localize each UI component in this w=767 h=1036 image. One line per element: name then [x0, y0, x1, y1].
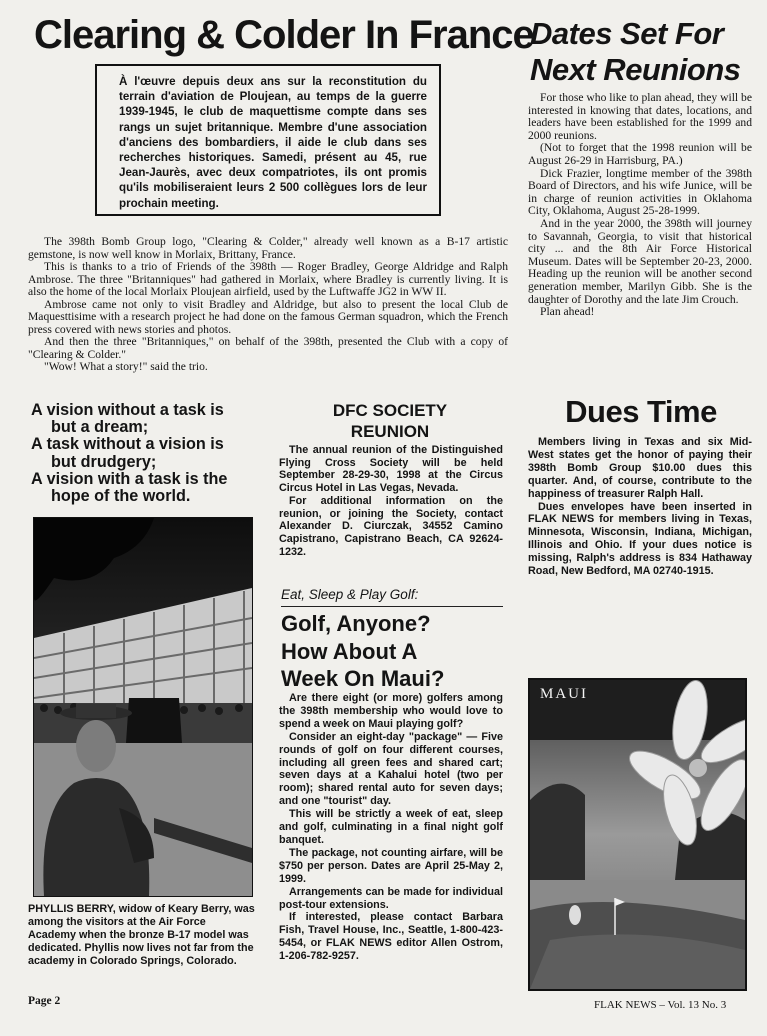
reunions-paragraph: For those who like to plan ahead, they will be interested in knowing that dates, locations, and leaders have been established for the 1999 and 2000 reunions. [528, 91, 752, 142]
golf-paragraph: Are there eight (or more) golfers among the 398th membership who would love to spend a week on Maui playing golf? [279, 692, 503, 730]
quote-line: hope of the world. [51, 487, 191, 506]
dues-headline: Dues Time [565, 394, 717, 429]
quote-line: but a dream; [51, 418, 149, 437]
golf-headline-line: How About A [281, 638, 418, 664]
golf-headline [281, 610, 503, 693]
photo-illustration [34, 518, 252, 896]
golf-paragraph: This will be strictly a week of eat, sleep and golf, culminating in a final night golf banquet. [279, 808, 503, 846]
dues-article [528, 436, 752, 578]
dfc-headline-line: DFC SOCIETY [332, 401, 448, 420]
golf-paragraph: If interested, please contact Barbara Fish, Travel House, Inc., Seattle, 1-800-423-5454, or FLAK NEWS editor Allen Ostrom, 1-206-782-9257. [279, 911, 503, 963]
main-story [28, 236, 508, 374]
golf-paragraph: The package, not counting airfare, will be $750 per person. Dates are April 25-May 2, 1999. [279, 846, 503, 885]
story-paragraph: Ambrose came not only to visit Bradley and Aldridge, but also to present the local Club de Maquesttisime with a research project he had done on the famous German squadron, which the French press covered with news stories and photos. [28, 297, 508, 336]
quote-line: A vision without a task is [31, 401, 224, 419]
dfc-headline [300, 400, 480, 442]
reunions-paragraph: Dick Frazier, longtime member of the 398th Board of Directors, and his wife Junice, will be in charge of reunion activities in Oklahoma City, Oklahoma, August 25-28-1999. [528, 166, 752, 218]
maui-illustration [530, 680, 745, 989]
page-number: Page 2 [28, 995, 61, 1007]
reunions-headline-line: Next Reunions [530, 52, 741, 87]
dues-paragraph: Members living in Texas and six Mid-West states get the honor of paying their 398th Bomb Group $10.00 dues this quarter. And, of course, contribute to the happiness of treasurer Ralph Hall. [528, 436, 752, 500]
phyllis-berry-photo [33, 517, 253, 897]
french-article-box: À l'œuvre depuis deux ans sur la reconstitution du terrain d'aviation de Ploujean, au temps de la guerre 1939-1945, le club de maquettisme compte dans ses rangs un sujet britannique. Membre d'une association d'anciens des bombardiers, il aide le club dans ses recherches historiques. Samedi, présent au 45, rue Jean-Jaurès, avec deux compatriotes, ils ont promis qu'ils mobiliseraient leurs 2 500 collègues lors de leur prochain meeting. [95, 64, 441, 216]
quote-line: but drudgery; [51, 452, 157, 471]
dfc-article [279, 444, 503, 558]
golf-headline-line: Week On Maui? [281, 666, 445, 691]
reunions-paragraph: And in the year 2000, the 398th will journey to Savannah, Georgia, to visit that historical city ... and the 8th Air Force Historical Museum. Dates will be September 20-23, 2000. Heading up the reunion will be another second generation member, Marilyn Gibb. She is the daughter of Dorothy and the late Jim Crouch. [528, 216, 752, 306]
dfc-paragraph: The annual reunion of the Distinguished Flying Cross Society will be held September 28-29-30, 1998 at the Circus Circus Hotel in Las Vegas, Nevada. [279, 444, 503, 495]
reunions-paragraph: Plan ahead! [540, 305, 595, 319]
quote-line: A task without a vision is [31, 435, 224, 454]
dues-paragraph: Dues envelopes have been inserted in FLAK NEWS for members living in Texas, Minnesota, Wisconsin, Indiana, Michigan, Illinois and Ohio. If your dues notice is missing, Ralph's address is 834 Hathaway Road, New Bedford, MA 02740-1915. [528, 500, 752, 578]
story-paragraph: This is thanks to a trio of Friends of the 398th — Roger Bradley, George Aldridge and Ralph Ambrose. The three "Britanniques" had gathered in Morlaix, where Bradley is currently living. It is also the home of the local Morlaix Ploujean airfield, used by the Luftwaffe JG2 in WW II. [28, 260, 508, 298]
maui-ad-label: MAUI [540, 686, 588, 702]
reunions-article [528, 92, 752, 319]
golf-kicker: Eat, Sleep & Play Golf: [281, 586, 503, 607]
reunions-paragraph: (Not to forget that the 1998 reunion will be August 26-29 in Harrisburg, PA.) [528, 141, 752, 167]
golf-paragraph: Arrangements can be made for individual post-tour extensions. [279, 885, 503, 911]
golf-article [279, 692, 503, 963]
quote-line: A vision with a task is the [31, 469, 228, 488]
issue-label: FLAK NEWS – Vol. 13 No. 3 [594, 999, 727, 1011]
dfc-paragraph: For additional information on the reunion, or joining the Society, contact Alexander D. Ciurczak, 34552 Camino Capistrano, Capistrano Beach, CA 92624-1232. [279, 494, 503, 558]
story-paragraph: And then the three "Britanniques," on behalf of the 398th, presented the Club with a copy of "Clearing & Colder." [28, 335, 508, 361]
story-paragraph: The 398th Bomb Group logo, "Clearing & Colder," already well known as a B-17 artistic gemstone, is now well know in Morlaix, Brittany, France. [28, 235, 508, 261]
main-headline: Clearing & Colder In France [34, 13, 534, 57]
story-paragraph: "Wow! What a story!" said the trio. [44, 360, 208, 373]
photo-caption: PHYLLIS BERRY, widow of Keary Berry, was among the visitors at the Air Force Academy when the bronze B-17 model was dedicated. Phyllis now lives not far from the academy in Colorado Springs, Colorado. [28, 903, 255, 967]
vision-quote [31, 402, 271, 505]
golf-paragraph: Consider an eight-day "package" — Five rounds of golf on four different courses, including all green fees and shared cart; seven days at a Kahalui hotel (two per room); shared rental auto for seven days; and one "tourist" day. [279, 730, 503, 808]
maui-advertisement [528, 678, 747, 991]
golf-headline-line: Golf, Anyone? [281, 611, 431, 636]
dfc-headline-line: REUNION [350, 422, 430, 441]
reunions-headline [530, 16, 760, 88]
reunions-headline-line: Dates Set For [530, 16, 724, 51]
